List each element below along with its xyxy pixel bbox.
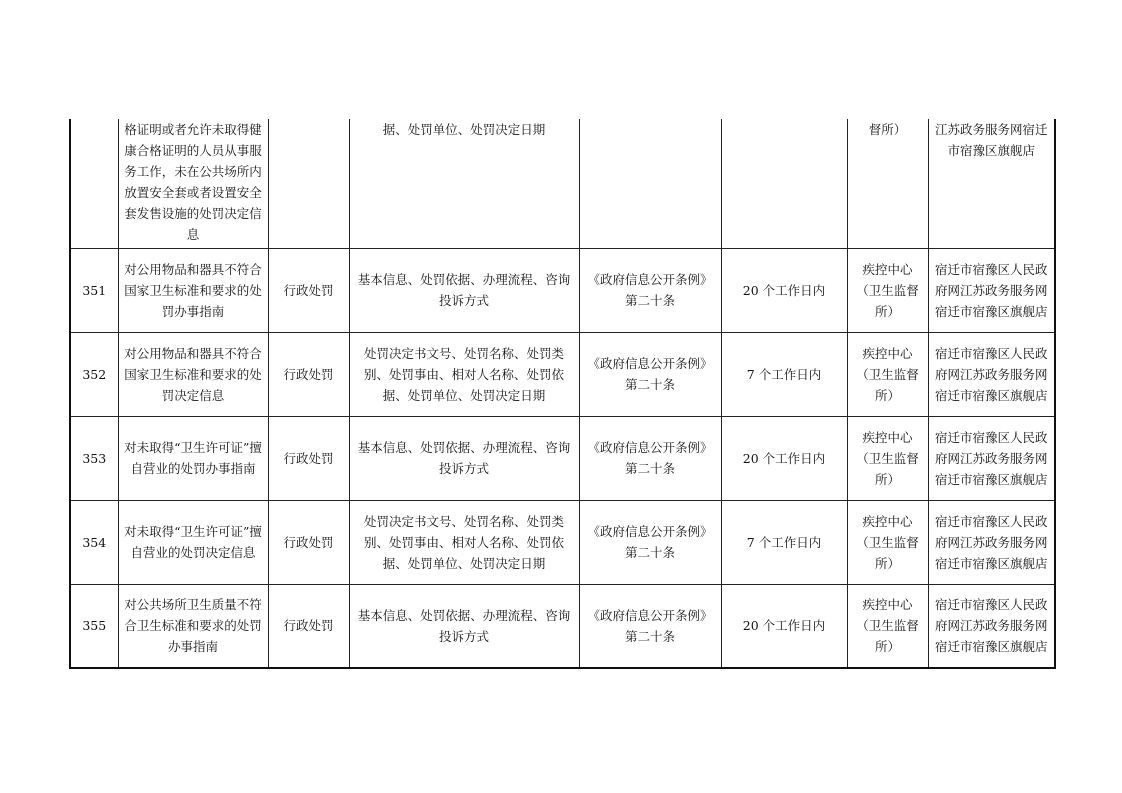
cell-item: 对未取得“卫生许可证”擅自营业的处罚办事指南 — [118, 416, 268, 500]
cell-category: 行政处罚 — [268, 332, 349, 416]
cell-channel — [928, 119, 1055, 248]
cell-no: 352 — [70, 332, 118, 416]
cell-dept-text: 督所） — [868, 122, 907, 137]
cell-item — [118, 119, 268, 248]
cell-period: 20 个工作日内 — [721, 584, 847, 668]
cell-channel-text: 江苏政务服务网宿迁市宿豫区旗舰店 — [934, 122, 1048, 158]
cell-content: 基本信息、处罚依据、办理流程、咨询投诉方式 — [349, 248, 579, 332]
cell-content: 处罚决定书文号、处罚名称、处罚类别、处罚事由、相对人名称、处罚依据、处罚单位、处罚决定日期 — [349, 332, 579, 416]
cell-dept: 疾控中心（卫生监督所） — [847, 332, 928, 416]
cell-channel: 宿迁市宿豫区人民政府网江苏政务服务网宿迁市宿豫区旗舰店 — [928, 248, 1055, 332]
cell-period: 20 个工作日内 — [721, 416, 847, 500]
cell-category: 行政处罚 — [268, 416, 349, 500]
cell-basis: 《政府信息公开条例》第二十条 — [579, 248, 721, 332]
cell-content — [349, 119, 579, 248]
table-row-continued — [70, 119, 1055, 248]
cell-channel: 宿迁市宿豫区人民政府网江苏政务服务网宿迁市宿豫区旗舰店 — [928, 500, 1055, 584]
table-row — [70, 416, 1055, 500]
cell-category: 行政处罚 — [268, 584, 349, 668]
cell-dept: 疾控中心（卫生监督所） — [847, 584, 928, 668]
cell-item: 对公用物品和器具不符合国家卫生标准和要求的处罚决定信息 — [118, 332, 268, 416]
disclosure-table — [69, 119, 1056, 669]
cell-basis: 《政府信息公开条例》第二十条 — [579, 500, 721, 584]
cell-no: 353 — [70, 416, 118, 500]
cell-dept: 疾控中心（卫生监督所） — [847, 248, 928, 332]
cell-no: 351 — [70, 248, 118, 332]
cell-period: 7 个工作日内 — [721, 332, 847, 416]
cell-no: 354 — [70, 500, 118, 584]
cell-basis — [579, 119, 721, 248]
cell-dept — [847, 119, 928, 248]
cell-basis: 《政府信息公开条例》第二十条 — [579, 416, 721, 500]
cell-content: 基本信息、处罚依据、办理流程、咨询投诉方式 — [349, 416, 579, 500]
table-row — [70, 584, 1055, 668]
cell-content: 基本信息、处罚依据、办理流程、咨询投诉方式 — [349, 584, 579, 668]
cell-channel: 宿迁市宿豫区人民政府网江苏政务服务网宿迁市宿豫区旗舰店 — [928, 584, 1055, 668]
cell-content: 处罚决定书文号、处罚名称、处罚类别、处罚事由、相对人名称、处罚依据、处罚单位、处罚决定日期 — [349, 500, 579, 584]
cell-no — [70, 119, 118, 248]
table-row — [70, 500, 1055, 584]
cell-dept: 疾控中心（卫生监督所） — [847, 416, 928, 500]
cell-content-text: 据、处罚单位、处罚决定日期 — [382, 122, 546, 137]
cell-channel: 宿迁市宿豫区人民政府网江苏政务服务网宿迁市宿豫区旗舰店 — [928, 416, 1055, 500]
cell-basis: 《政府信息公开条例》第二十条 — [579, 584, 721, 668]
cell-period: 7 个工作日内 — [721, 500, 847, 584]
cell-basis: 《政府信息公开条例》第二十条 — [579, 332, 721, 416]
cell-channel: 宿迁市宿豫区人民政府网江苏政务服务网宿迁市宿豫区旗舰店 — [928, 332, 1055, 416]
cell-category: 行政处罚 — [268, 500, 349, 584]
cell-item-text: 格证明或者允许未取得健康合格证明的人员从事服务工作，未在公共场所内放置安全套或者设置安全套发售设施的处罚决定信息 — [124, 122, 262, 242]
cell-period: 20 个工作日内 — [721, 248, 847, 332]
table-row — [70, 248, 1055, 332]
cell-item: 对未取得“卫生许可证”擅自营业的处罚决定信息 — [118, 500, 268, 584]
cell-category: 行政处罚 — [268, 248, 349, 332]
cell-item: 对公共场所卫生质量不符合卫生标准和要求的处罚办事指南 — [118, 584, 268, 668]
cell-period — [721, 119, 847, 248]
cell-item: 对公用物品和器具不符合国家卫生标准和要求的处罚办事指南 — [118, 248, 268, 332]
cell-no: 355 — [70, 584, 118, 668]
cell-category — [268, 119, 349, 248]
cell-dept: 疾控中心（卫生监督所） — [847, 500, 928, 584]
table-row — [70, 332, 1055, 416]
